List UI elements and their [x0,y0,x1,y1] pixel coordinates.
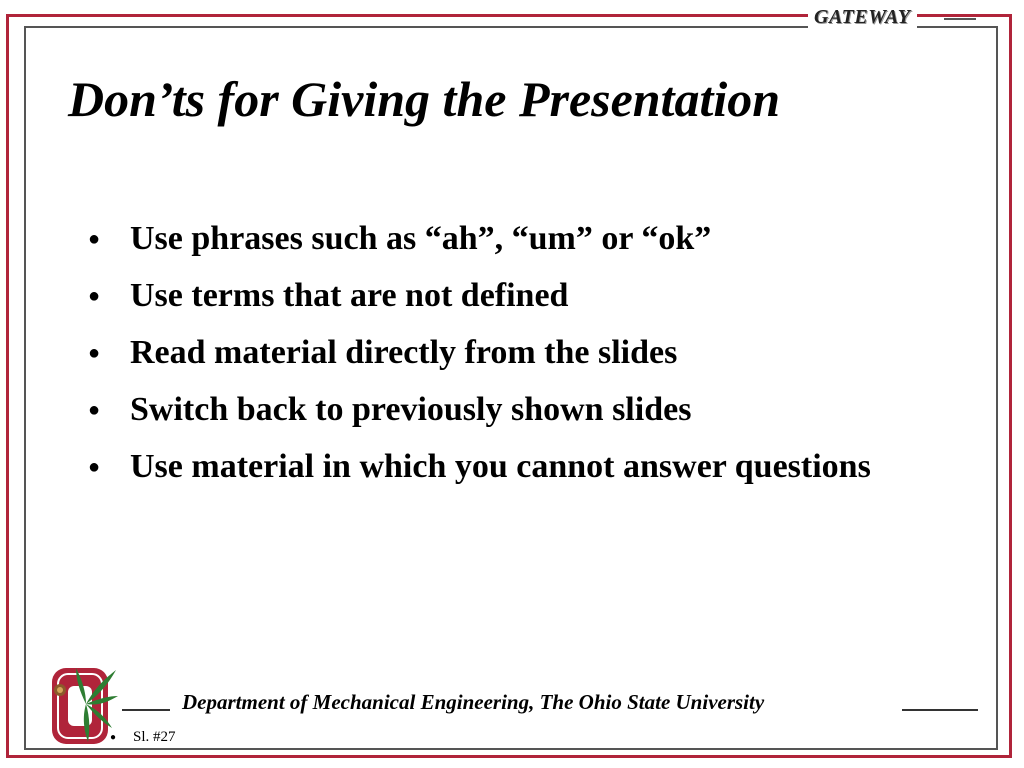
footer-rule-right [902,709,978,711]
bullet-icon: ● [88,456,101,478]
footer-department: Department of Mechanical Engineering, The Ohio State University [182,690,765,714]
bullet-text: Use terms that are not defined [130,277,569,314]
bullet-text: Use material in which you cannot answer questions [130,448,871,485]
bullet-item [86,271,886,321]
bullet-icon: ● [88,228,101,250]
bullet-text: Use phrases such as “ah”, “um” or “ok” [130,220,712,257]
footer-rule-left [122,709,170,711]
slide-number-bullet-icon: ● [110,732,117,743]
bullet-item [86,385,886,435]
slide-title: Don’ts for Giving the Presentation [68,71,781,127]
gateway-label: GATEWAY [808,6,917,29]
slide-number: Sl. #27 [133,729,176,745]
gateway-rule [944,18,976,20]
bullet-list [86,214,886,499]
bullet-item [86,328,886,378]
bullet-icon: ● [88,285,101,307]
bullet-item [86,442,886,492]
bullet-text: Read material directly from the slides [130,334,678,371]
bullet-icon: ● [88,342,101,364]
bullet-item [86,214,886,264]
bullet-icon: ● [88,399,101,421]
bullet-text: Switch back to previously shown slides [130,391,692,428]
block-o-buckeye-leaf-logo-icon [46,656,120,750]
